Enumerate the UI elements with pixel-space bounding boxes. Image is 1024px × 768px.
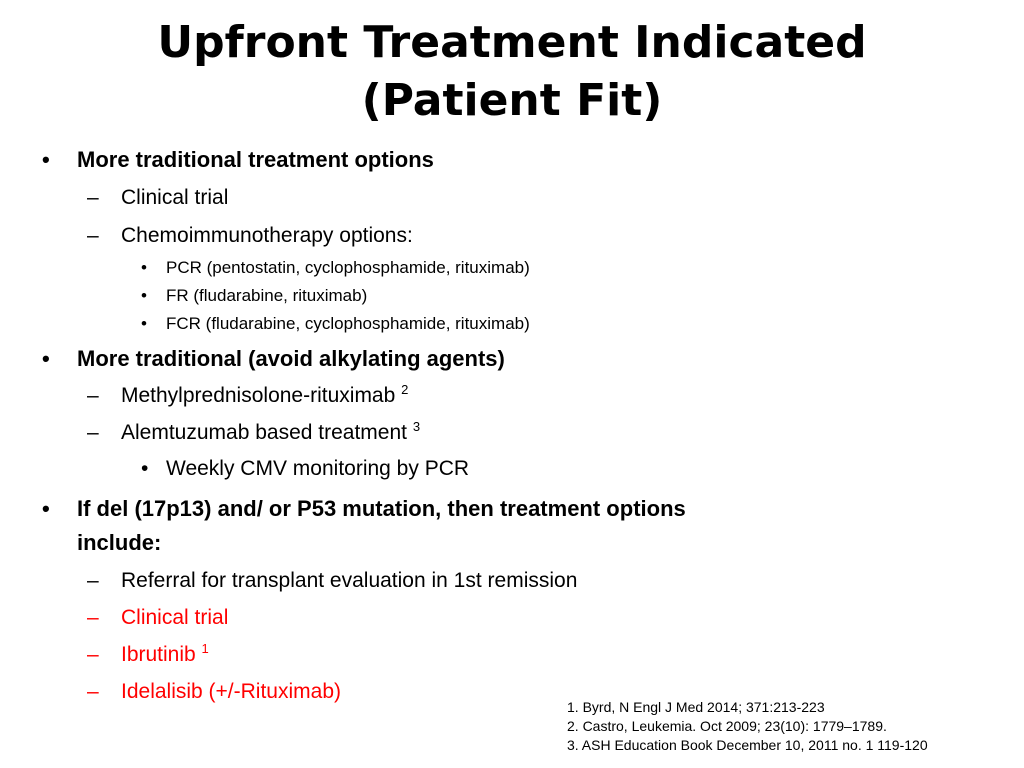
reference-1: 1. Byrd, N Engl J Med 2014; 371:213-223 — [567, 699, 825, 715]
slide-title-line-1: Upfront Treatment Indicated — [157, 17, 867, 68]
slide-title — [0, 14, 1024, 130]
bullet-del17p13-line-2: include: — [77, 530, 162, 555]
bullet-marker: • — [141, 314, 147, 333]
bullet-traditional-options: More traditional treatment options — [77, 147, 434, 172]
dash-marker: – — [87, 569, 99, 592]
sub-sub-item-pcr: PCR (pentostatin, cyclophosphamide, rituximab) — [166, 258, 530, 277]
dash-marker: – — [87, 606, 99, 629]
dash-marker: – — [87, 680, 99, 703]
sub-item-clinical-trial-red: Clinical trial — [121, 606, 229, 629]
dash-marker: – — [87, 224, 99, 247]
dash-marker: – — [87, 384, 99, 407]
sub-sub-item-fcr: FCR (fludarabine, cyclophosphamide, rituximab) — [166, 314, 530, 333]
sub-item-ibrutinib — [121, 643, 209, 667]
dash-marker: – — [87, 421, 99, 444]
sub-item-chemoimmunotherapy: Chemoimmunotherapy options: — [121, 224, 413, 247]
sub-sub-item-fr: FR (fludarabine, rituximab) — [166, 286, 368, 305]
citation-1: 1 — [201, 641, 209, 656]
sub-item-methylprednisolone — [121, 384, 408, 408]
sub-item-clinical-trial: Clinical trial — [121, 186, 229, 209]
reference-2: 2. Castro, Leukemia. Oct 2009; 23(10): 1779–1789. — [567, 718, 887, 734]
sub-sub-item-cmv-monitoring: Weekly CMV monitoring by PCR — [166, 457, 470, 480]
bullet-marker: • — [141, 286, 147, 305]
bullet-del17p13-line-1: If del (17p13) and/ or P53 mutation, then treatment options — [77, 496, 686, 521]
citation-2: 2 — [401, 382, 409, 397]
dash-marker: – — [87, 643, 99, 666]
bullet-marker: • — [42, 346, 50, 371]
sub-item-methylprednisolone-text: Methylprednisolone-rituximab — [121, 384, 402, 407]
sub-item-alemtuzumab-text: Alemtuzumab based treatment — [121, 421, 413, 444]
bullet-marker: • — [141, 258, 147, 277]
sub-item-alemtuzumab — [121, 421, 420, 445]
sub-item-ibrutinib-text: Ibrutinib — [121, 643, 202, 666]
bullet-marker: • — [42, 147, 50, 172]
sub-item-transplant-referral: Referral for transplant evaluation in 1st remission — [121, 569, 578, 592]
slide-title-line-2: (Patient Fit) — [361, 75, 663, 126]
bullet-avoid-alkylating: More traditional (avoid alkylating agents) — [77, 346, 505, 371]
citation-3: 3 — [412, 419, 421, 434]
sub-item-idelalisib: Idelalisib (+/-Rituximab) — [121, 680, 341, 703]
reference-3: 3. ASH Education Book December 10, 2011 no. 1 119-120 — [567, 737, 928, 753]
references-block — [567, 698, 928, 755]
dash-marker: – — [87, 186, 99, 209]
bullet-marker: • — [42, 496, 50, 521]
bullet-marker: • — [141, 457, 149, 480]
